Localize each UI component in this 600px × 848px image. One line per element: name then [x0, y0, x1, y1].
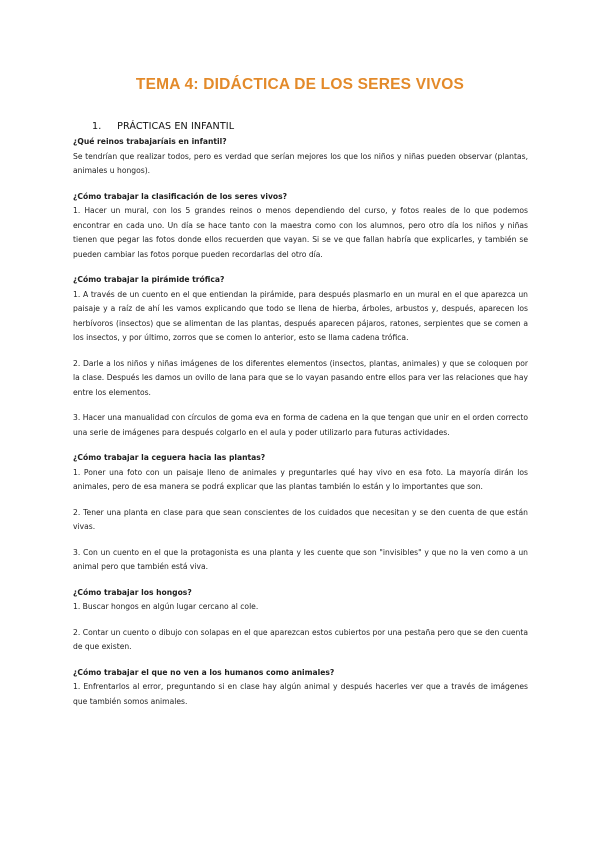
answer-paragraph: 1. Hacer un mural, con los 5 grandes reinos o menos dependiendo del curso, y fotos reales de lo que podemos encontrar en cada uno. Un día se hace tanto con la maestra como con los alumnos, pero otro día los niños y niñas tienen que pegar las fotos donde ellos recuerden que vayan. Si se ve que fallan habría que explicarles, y también se pueden cambiar las fotos porque pueden recordarlas del otro día.	[73, 206, 528, 259]
document-body	[73, 135, 528, 709]
section-heading	[92, 121, 234, 132]
question-heading: ¿Cómo trabajar la clasificación de los seres vivos?	[73, 191, 288, 201]
answer-paragraph: 2. Darle a los niños y niñas imágenes de los diferentes elementos (insectos, plantas, animales) y que se coloquen por la clase. Después les damos un ovillo de lana para que se lo vayan pasando entre ellos para ver las relaciones que hay entre los elementos.	[73, 358, 528, 397]
question-heading: ¿Cómo trabajar la ceguera hacia las plantas?	[73, 453, 266, 462]
question-heading: ¿Qué reinos trabajaríais en infantil?	[73, 137, 227, 146]
question-heading: ¿Cómo trabajar la pirámide trófica?	[73, 275, 225, 284]
answer-paragraph: Se tendrían que realizar todos, pero es verdad que serían mejores los que los niños y niñas pueden observar (plantas, animales u hongos).	[73, 151, 528, 175]
answer-paragraph: 2. Tener una planta en clase para que sean conscientes de los cuidados que necesitan y se den cuenta de que están vivas.	[73, 507, 528, 531]
answer-paragraph: 1. A través de un cuento en el que entiendan la pirámide, para después plasmarlo en un mural en el que aparezca un paisaje y a raíz de ahí les vamos explicando que todo se llena de hierba, árboles, arbustos y, después, aparecen los herbívoros (insectos) que se alimentan de las plantas, después aparecen pájaros, ratones, serpientes que se comen a los insectos, y por último, zorros que se comen lo anterior, esto se llama cadena trófica.	[73, 289, 528, 342]
answer-paragraph: 2. Contar un cuento o dibujo con solapas en el que aparezcan estos cubiertos por una pestaña pero que se den cuenta de que existen.	[73, 627, 528, 651]
question-heading: ¿Cómo trabajar el que no ven a los humanos como animales?	[73, 667, 335, 677]
document-title: TEMA 4: DIDÁCTICA DE LOS SERES VIVOS	[135, 76, 465, 93]
section-number: 1.	[92, 121, 102, 132]
section-title: PRÁCTICAS EN INFANTIL	[117, 121, 235, 132]
question-heading: ¿Cómo trabajar los hongos?	[73, 587, 192, 597]
answer-paragraph: 1. Poner una foto con un paisaje lleno de animales y preguntarles qué hay vivo en esa foto. La mayoría dirán los animales, pero de esa manera se podrá explicar que las plantas también lo están y lo importantes que son.	[73, 467, 528, 491]
answer-paragraph: 1. Buscar hongos en algún lugar cercano al cole.	[73, 602, 259, 611]
answer-paragraph: 1. Enfrentarlos al error, preguntando si en clase hay algún animal y después hacerles ver que a través de imágenes que también somos animales.	[73, 682, 528, 706]
answer-paragraph: 3. Hacer una manualidad con círculos de goma eva en forma de cadena en la que tengan que unir en el orden correcto una serie de imágenes para después colgarlo en el aula y poder utilizarlo para futuras actividades.	[73, 413, 528, 437]
answer-paragraph: 3. Con un cuento en el que la protagonista es una planta y les cuente que son "invisibles" y que no la ven como a un animal pero que también está viva.	[73, 547, 528, 571]
